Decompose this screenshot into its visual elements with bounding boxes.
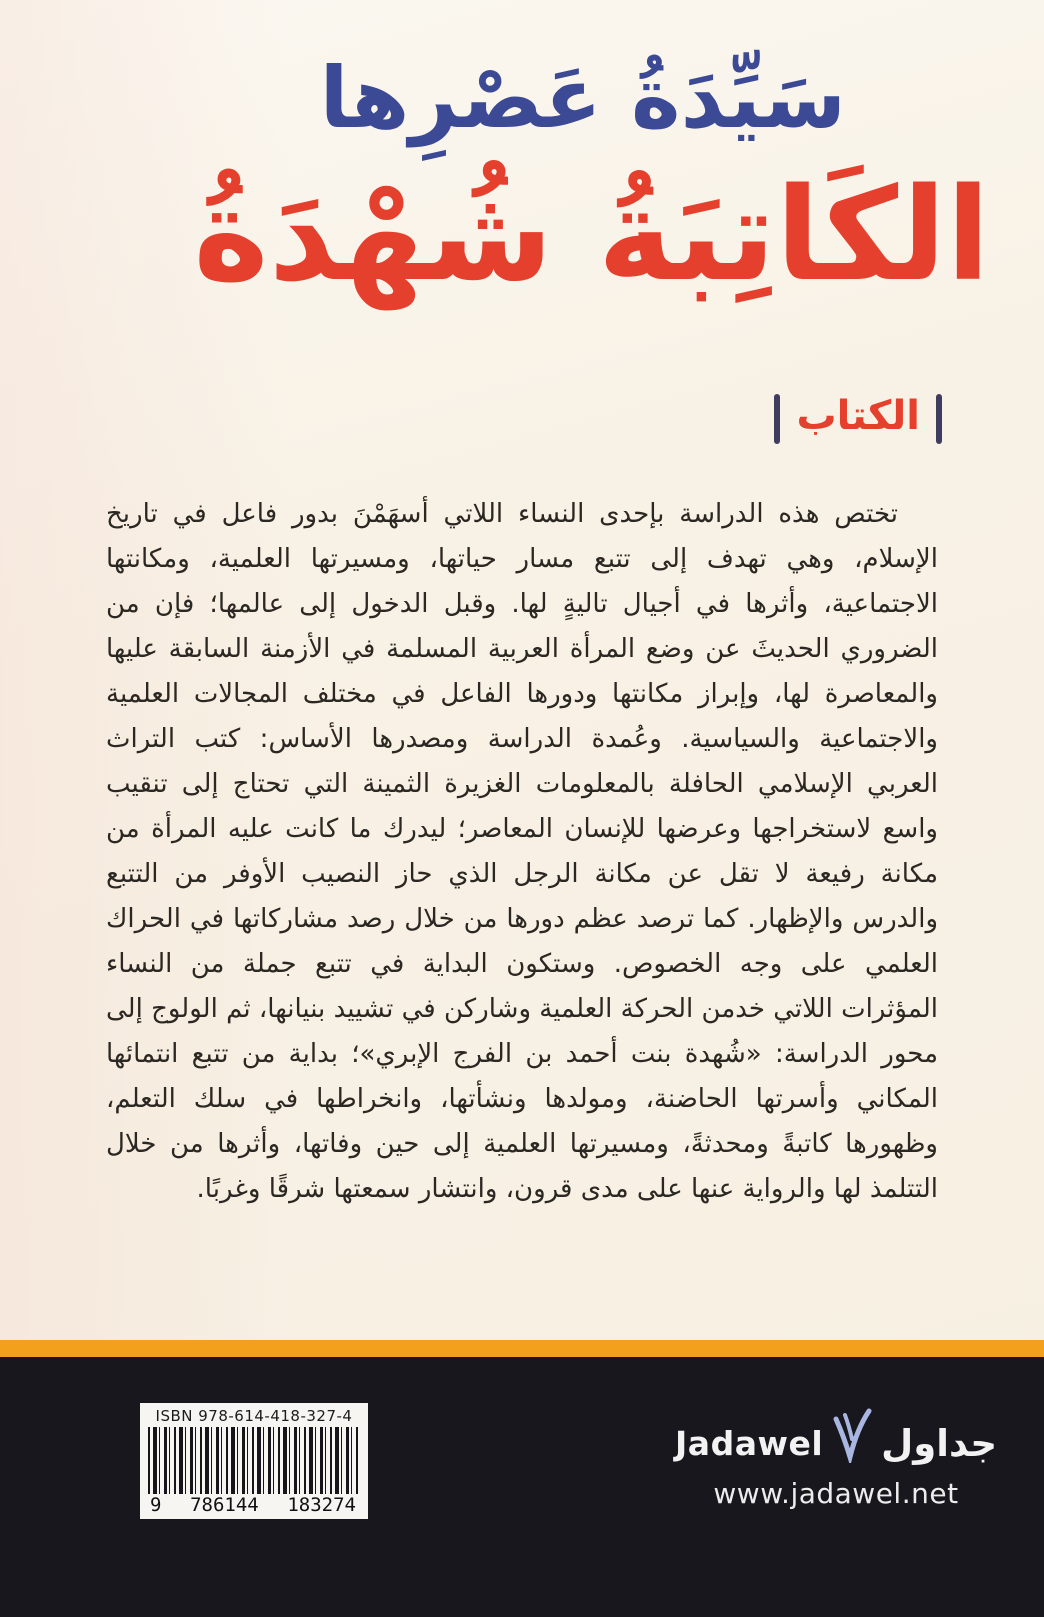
black-band	[0, 1357, 1044, 1617]
publisher-logo-row	[675, 1413, 997, 1473]
book-description: تختص هذه الدراسة بإحدى النساء اللاتي أسهَمْنَ بدور فاعل في تاريخ الإسلام، وهي تهدف إلى تتبع مسار حياتها، ومسيرتها العلمية، ومكانتها الاجتماعية، وأثرها في أجيال تاليةٍ لها. وقبل الدخول إلى عالمها؛ فإن من الضروري الحديثَ عن وضع المرأة العربية المسلمة في الأزمنة السابقة عليها والمعاصرة لها، وإبراز مكانتها ودورها الفاعل في مختلف المجالات العلمية والاجتماعية والسياسية. وعُمدة الدراسة ومصدرها الأساس: كتب التراث العربي الإسلامي الحافلة بالمعلومات الغزيرة الثمينة التي تحتاج إلى تنقيب واسع لاستخراجها وعرضها للإنسان المعاصر؛ ليدرك ما كانت عليه المرأة من مكانة رفيعة لا تقل عن مكانة الرجل الذي حاز النصيب الأوفر من التتبع والدرس والإظهار. كما ترصد عظم دورها من خلال رصد مشاركاتها في الحراك العلمي على وجه الخصوص. وستكون البداية في تتبع جملة من النساء المؤثرات اللاتي خدمن الحركة العلمية وشاركن في تشييد بنيانها، ثم الولوج إلى محور الدراسة: «شُهدة بنت أحمد بن الفرج الإبري»؛ بداية من تتبع انتمائها المكاني وأسرتها الحاضنة، ومولدها ونشأتها، وانخراطها في سلك التعلم، وظهورها كاتبةً ومحدثةً، ومسيرتها العلمية إلى حين وفاتها، وأثرها من خلال التتلمذ لها والرواية عنها على مدى قرون، وانتشار سمعتها شرقًا وغربًا.	[106, 499, 938, 1204]
barcode-digit-group: 9	[150, 1494, 162, 1517]
publisher-website: www.jadawel.net	[713, 1477, 959, 1510]
publisher-name-arabic: جداول	[881, 1421, 997, 1465]
publisher-logo	[675, 1413, 997, 1510]
book-title: الكَاتِبَةُ شُهْدَةُ	[193, 161, 990, 310]
barcode-bars	[148, 1427, 360, 1494]
label-left-bar	[774, 394, 780, 444]
publisher-name-latin: Jadawel	[675, 1423, 824, 1463]
jadawel-check-mark-icon	[831, 1407, 873, 1467]
orange-stripe	[0, 1340, 1044, 1357]
barcode-digit-group: 786144	[190, 1494, 259, 1517]
section-label	[774, 394, 942, 444]
footer-band	[0, 1340, 1044, 1617]
barcode-digits	[148, 1494, 360, 1516]
book-subtitle: سَيِّدَةُ عَصْرِها	[319, 49, 846, 147]
barcode	[140, 1403, 368, 1519]
barcode-digit-group: 183274	[287, 1494, 356, 1517]
isbn-label: ISBN 978-614-418-327-4	[155, 1407, 353, 1425]
label-right-bar	[936, 394, 942, 444]
section-label-text: الكتاب	[796, 393, 920, 439]
